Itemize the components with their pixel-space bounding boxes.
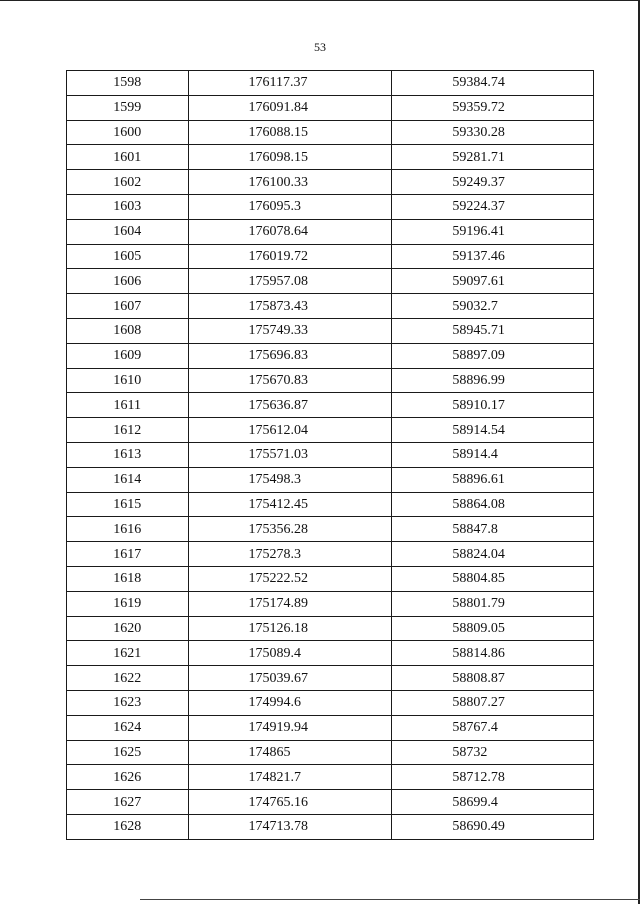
point-id-cell: 1604 <box>67 219 189 244</box>
table-row <box>67 790 594 815</box>
point-id-cell: 1607 <box>67 294 189 319</box>
x-coordinate-cell: 176095.3 <box>188 194 392 219</box>
y-coordinate-cell: 58809.05 <box>392 616 594 641</box>
y-coordinate-cell: 58914.54 <box>392 418 594 443</box>
table-row <box>67 145 594 170</box>
bottom-rule <box>140 899 640 900</box>
point-id-cell: 1623 <box>67 690 189 715</box>
table-row <box>67 95 594 120</box>
y-coordinate-cell: 59097.61 <box>392 269 594 294</box>
y-coordinate-cell: 59224.37 <box>392 194 594 219</box>
y-coordinate-cell: 58699.4 <box>392 790 594 815</box>
y-coordinate-cell: 59384.74 <box>392 71 594 96</box>
x-coordinate-cell: 174994.6 <box>188 690 392 715</box>
y-coordinate-cell: 59330.28 <box>392 120 594 145</box>
point-id-cell: 1599 <box>67 95 189 120</box>
x-coordinate-cell: 175670.83 <box>188 368 392 393</box>
y-coordinate-cell: 58910.17 <box>392 393 594 418</box>
table-row <box>67 418 594 443</box>
page-number: 53 <box>314 40 326 54</box>
table-row <box>67 641 594 666</box>
table-row <box>67 170 594 195</box>
point-id-cell: 1613 <box>67 442 189 467</box>
table-row <box>67 814 594 839</box>
y-coordinate-cell: 58896.99 <box>392 368 594 393</box>
x-coordinate-cell: 175089.4 <box>188 641 392 666</box>
table-row <box>67 343 594 368</box>
y-coordinate-cell: 58847.8 <box>392 517 594 542</box>
point-id-cell: 1615 <box>67 492 189 517</box>
table-row <box>67 765 594 790</box>
point-id-cell: 1598 <box>67 71 189 96</box>
x-coordinate-cell: 175126.18 <box>188 616 392 641</box>
x-coordinate-cell: 176091.84 <box>188 95 392 120</box>
point-id-cell: 1609 <box>67 343 189 368</box>
x-coordinate-cell: 175278.3 <box>188 542 392 567</box>
y-coordinate-cell: 58814.86 <box>392 641 594 666</box>
point-id-cell: 1628 <box>67 814 189 839</box>
y-coordinate-cell: 59196.41 <box>392 219 594 244</box>
x-coordinate-cell: 176088.15 <box>188 120 392 145</box>
x-coordinate-cell: 176078.64 <box>188 219 392 244</box>
x-coordinate-cell: 175636.87 <box>188 393 392 418</box>
point-id-cell: 1624 <box>67 715 189 740</box>
point-id-cell: 1618 <box>67 566 189 591</box>
y-coordinate-cell: 59281.71 <box>392 145 594 170</box>
point-id-cell: 1605 <box>67 244 189 269</box>
point-id-cell: 1616 <box>67 517 189 542</box>
point-id-cell: 1617 <box>67 542 189 567</box>
point-id-cell: 1610 <box>67 368 189 393</box>
y-coordinate-cell: 58914.4 <box>392 442 594 467</box>
x-coordinate-cell: 175356.28 <box>188 517 392 542</box>
x-coordinate-cell: 175174.89 <box>188 591 392 616</box>
point-id-cell: 1619 <box>67 591 189 616</box>
table-row <box>67 591 594 616</box>
y-coordinate-cell: 58804.85 <box>392 566 594 591</box>
point-id-cell: 1608 <box>67 318 189 343</box>
y-coordinate-cell: 58897.09 <box>392 343 594 368</box>
x-coordinate-cell: 174765.16 <box>188 790 392 815</box>
table-row <box>67 740 594 765</box>
x-coordinate-cell: 175571.03 <box>188 442 392 467</box>
x-coordinate-cell: 175612.04 <box>188 418 392 443</box>
x-coordinate-cell: 175873.43 <box>188 294 392 319</box>
point-id-cell: 1626 <box>67 765 189 790</box>
y-coordinate-cell: 58864.08 <box>392 492 594 517</box>
table-row <box>67 517 594 542</box>
point-id-cell: 1614 <box>67 467 189 492</box>
x-coordinate-cell: 176100.33 <box>188 170 392 195</box>
y-coordinate-cell: 58767.4 <box>392 715 594 740</box>
point-id-cell: 1627 <box>67 790 189 815</box>
coordinate-table-body <box>67 71 594 840</box>
x-coordinate-cell: 174713.78 <box>188 814 392 839</box>
table-row <box>67 120 594 145</box>
x-coordinate-cell: 175957.08 <box>188 269 392 294</box>
point-id-cell: 1611 <box>67 393 189 418</box>
table-row <box>67 542 594 567</box>
table-row <box>67 219 594 244</box>
point-id-cell: 1620 <box>67 616 189 641</box>
y-coordinate-cell: 59137.46 <box>392 244 594 269</box>
table-row <box>67 194 594 219</box>
table-row <box>67 566 594 591</box>
table-row <box>67 715 594 740</box>
x-coordinate-cell: 175696.83 <box>188 343 392 368</box>
x-coordinate-cell: 175749.33 <box>188 318 392 343</box>
x-coordinate-cell: 174919.94 <box>188 715 392 740</box>
y-coordinate-cell: 58690.49 <box>392 814 594 839</box>
point-id-cell: 1602 <box>67 170 189 195</box>
table-row <box>67 318 594 343</box>
x-coordinate-cell: 174865 <box>188 740 392 765</box>
table-row <box>67 294 594 319</box>
x-coordinate-cell: 176098.15 <box>188 145 392 170</box>
table-row <box>67 269 594 294</box>
x-coordinate-cell: 175498.3 <box>188 467 392 492</box>
table-row <box>67 442 594 467</box>
point-id-cell: 1625 <box>67 740 189 765</box>
x-coordinate-cell: 175039.67 <box>188 666 392 691</box>
x-coordinate-cell: 175412.45 <box>188 492 392 517</box>
x-coordinate-cell: 174821.7 <box>188 765 392 790</box>
table-row <box>67 666 594 691</box>
y-coordinate-cell: 58807.27 <box>392 690 594 715</box>
point-id-cell: 1606 <box>67 269 189 294</box>
y-coordinate-cell: 58801.79 <box>392 591 594 616</box>
y-coordinate-cell: 58896.61 <box>392 467 594 492</box>
table-row <box>67 393 594 418</box>
y-coordinate-cell: 58712.78 <box>392 765 594 790</box>
x-coordinate-cell: 176117.37 <box>188 71 392 96</box>
table-row <box>67 690 594 715</box>
y-coordinate-cell: 58824.04 <box>392 542 594 567</box>
coordinate-table <box>66 70 594 840</box>
y-coordinate-cell: 59249.37 <box>392 170 594 195</box>
point-id-cell: 1612 <box>67 418 189 443</box>
table-row <box>67 616 594 641</box>
table-row <box>67 368 594 393</box>
y-coordinate-cell: 58732 <box>392 740 594 765</box>
point-id-cell: 1600 <box>67 120 189 145</box>
y-coordinate-cell: 58945.71 <box>392 318 594 343</box>
table-row <box>67 71 594 96</box>
point-id-cell: 1622 <box>67 666 189 691</box>
point-id-cell: 1603 <box>67 194 189 219</box>
table-row <box>67 467 594 492</box>
x-coordinate-cell: 175222.52 <box>188 566 392 591</box>
y-coordinate-cell: 58808.87 <box>392 666 594 691</box>
y-coordinate-cell: 59032.7 <box>392 294 594 319</box>
x-coordinate-cell: 176019.72 <box>188 244 392 269</box>
table-row <box>67 492 594 517</box>
point-id-cell: 1601 <box>67 145 189 170</box>
point-id-cell: 1621 <box>67 641 189 666</box>
y-coordinate-cell: 59359.72 <box>392 95 594 120</box>
table-row <box>67 244 594 269</box>
